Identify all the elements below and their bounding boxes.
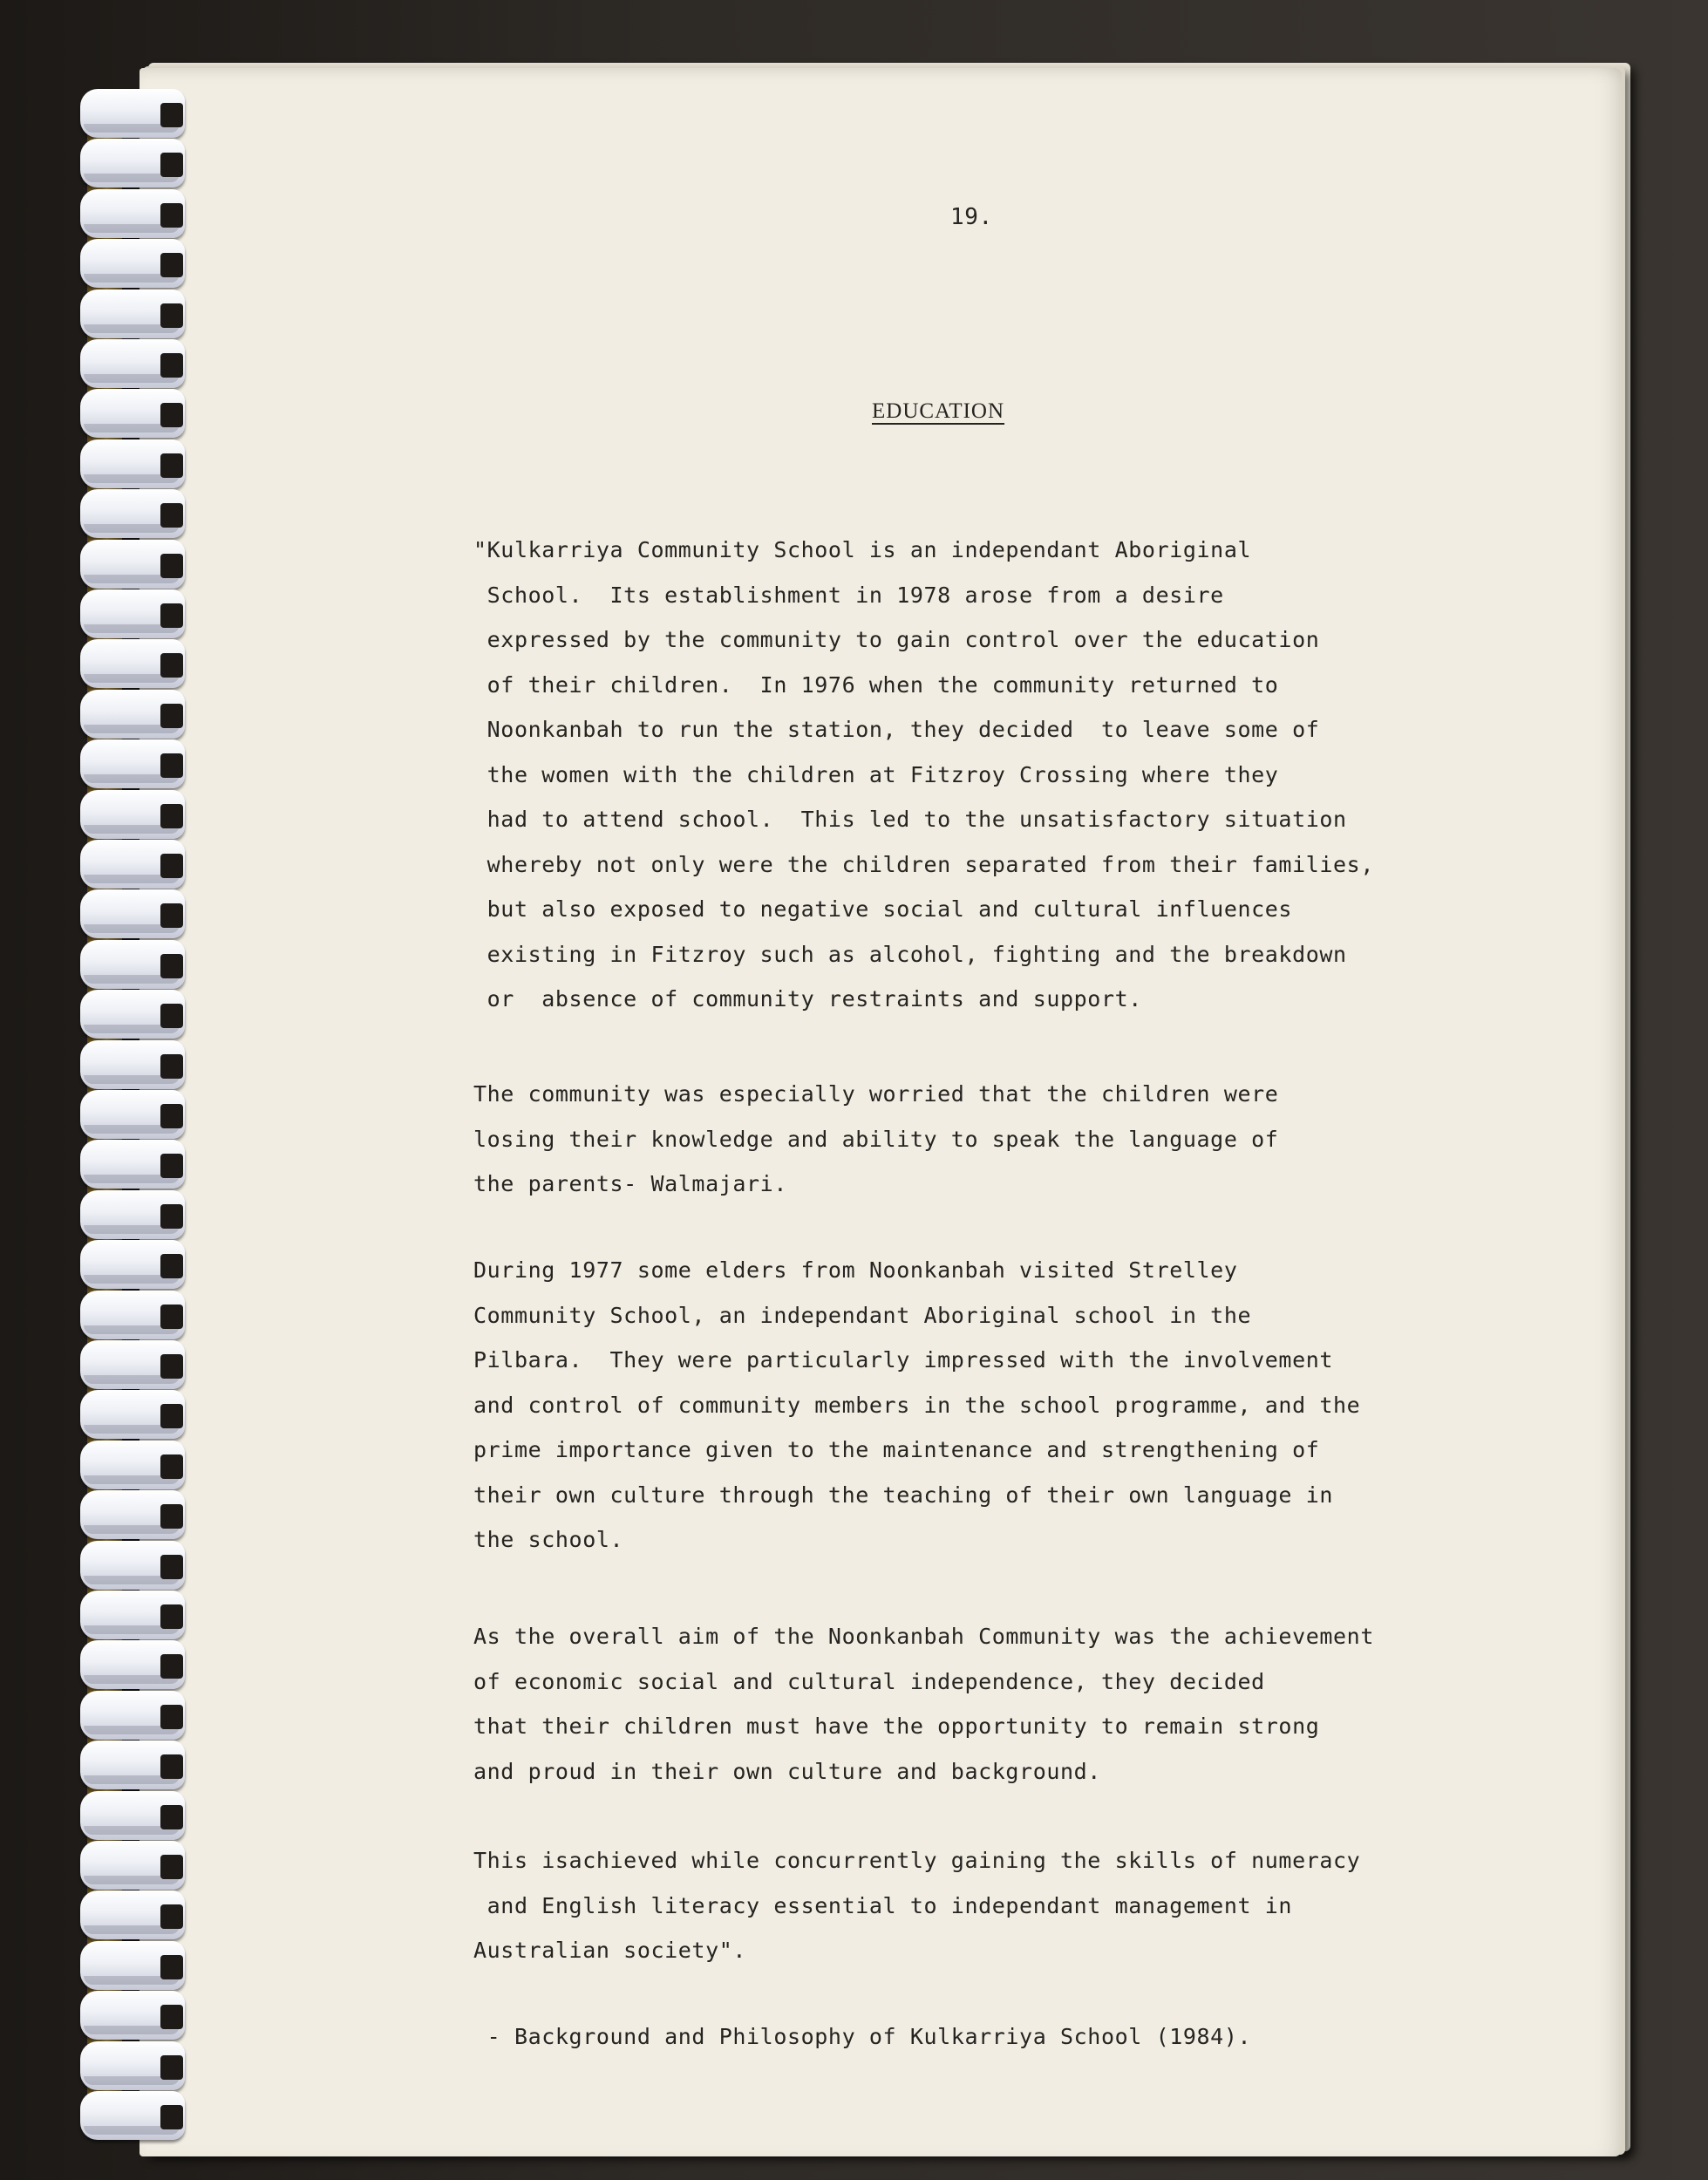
- paragraph-3: [473, 1248, 1360, 1563]
- binding-ring: [80, 1791, 185, 1840]
- text-line: School. Its establishment in 1978 arose from a desire: [473, 582, 1224, 608]
- binding-ring: [80, 1890, 185, 1939]
- paragraph-1: [473, 528, 1374, 1022]
- text-line: expressed by the community to gain control over the education: [473, 627, 1320, 652]
- binding-ring: [80, 489, 185, 538]
- binding-ring: [80, 940, 185, 989]
- binding-ring: [80, 1140, 185, 1189]
- binding-ring: [80, 1090, 185, 1139]
- text-line: but also exposed to negative social and cultural influences: [473, 896, 1293, 922]
- binding-ring: [80, 589, 185, 638]
- text-line: that their children must have the opportunity to remain strong: [473, 1713, 1320, 1739]
- paragraph-5-quote-end: [473, 1838, 1360, 1973]
- binding-ring: [80, 889, 185, 938]
- text-line: prime importance given to the maintenance and strengthening of: [473, 1437, 1320, 1462]
- binding-ring: [80, 1040, 185, 1089]
- binding-ring: [80, 1691, 185, 1740]
- binding-ring: [80, 840, 185, 889]
- binding-ring: [80, 1190, 185, 1239]
- binding-ring: [80, 339, 185, 388]
- text-line: Pilbara. They were particularly impressed with the involvement: [473, 1347, 1334, 1373]
- binding-ring: [80, 2041, 185, 2090]
- text-line: the parents- Walmajari.: [473, 1171, 787, 1196]
- binding-ring: [80, 739, 185, 788]
- text-line: the school.: [473, 1527, 624, 1552]
- binding-ring: [80, 1991, 185, 2040]
- binding-ring: [80, 1291, 185, 1339]
- text-line: This isachieved while concurrently gaining the skills of numeracy: [473, 1848, 1361, 1873]
- binding-ring: [80, 239, 185, 288]
- text-line: losing their knowledge and ability to speak the language of: [473, 1126, 1279, 1152]
- text-line: "Kulkarriya Community School is an independant Aboriginal: [473, 537, 1252, 562]
- binding-ring: [80, 1390, 185, 1439]
- text-line: Community School, an independant Aboriginal school in the: [473, 1302, 1252, 1328]
- binding-ring: [80, 1240, 185, 1289]
- text-line: or absence of community restraints and support.: [473, 986, 1142, 1012]
- paragraph-4: [473, 1614, 1374, 1794]
- text-line: and English literacy essential to independant management in: [473, 1892, 1293, 1918]
- text-line: their own culture through the teaching of their own language in: [473, 1482, 1334, 1508]
- binding-ring: [80, 2091, 185, 2140]
- binding-ring: [80, 89, 185, 138]
- text-line: Australian society".: [473, 1938, 747, 1963]
- citation: [473, 2014, 1251, 2060]
- binding-ring: [80, 639, 185, 688]
- paragraph-2: [473, 1072, 1278, 1207]
- binding-ring: [80, 540, 185, 589]
- binding-ring: [80, 139, 185, 187]
- text-line: existing in Fitzroy such as alcohol, fighting and the breakdown: [473, 941, 1347, 967]
- binding-ring: [80, 1490, 185, 1539]
- text-line: During 1977 some elders from Noonkanbah visited Strelley: [473, 1257, 1238, 1283]
- binding-ring: [80, 1841, 185, 1890]
- text-line: of economic social and cultural independence, they decided: [473, 1668, 1265, 1694]
- page-number: 19.: [950, 204, 993, 230]
- binding-ring: [80, 1941, 185, 1990]
- binding-ring: [80, 990, 185, 1039]
- binding-ring: [80, 189, 185, 238]
- text-line: the women with the children at Fitzroy Crossing where they: [473, 761, 1279, 787]
- binding-ring: [80, 1340, 185, 1389]
- binding-ring: [80, 1741, 185, 1789]
- text-line: of their children. In 1976 when the community returned to: [473, 671, 1279, 698]
- binding-ring: [80, 439, 185, 488]
- text-line: and proud in their own culture and background.: [473, 1758, 1101, 1784]
- binding-ring: [80, 690, 185, 739]
- section-heading: EDUCATION: [872, 399, 1005, 423]
- text-line: and control of community members in the school programme, and the: [473, 1392, 1361, 1418]
- text-line: As the overall aim of the Noonkanbah Community was the achievement: [473, 1624, 1374, 1649]
- text-line: had to attend school. This led to the unsatisfactory situation: [473, 807, 1347, 832]
- text-line: The community was especially worried that the children were: [473, 1081, 1279, 1107]
- binding-ring: [80, 1640, 185, 1689]
- binding-ring: [80, 790, 185, 839]
- citation-line: - Background and Philosophy of Kulkarriya School (1984).: [473, 2024, 1252, 2049]
- binding-ring: [80, 1441, 185, 1489]
- binding-ring: [80, 1541, 185, 1590]
- text-line: Noonkanbah to run the station, they decided to leave some of: [473, 717, 1320, 742]
- binding-ring: [80, 389, 185, 438]
- binding-ring: [80, 1591, 185, 1639]
- binding-ring: [80, 290, 185, 338]
- text-line: whereby not only were the children separated from their families,: [473, 851, 1374, 877]
